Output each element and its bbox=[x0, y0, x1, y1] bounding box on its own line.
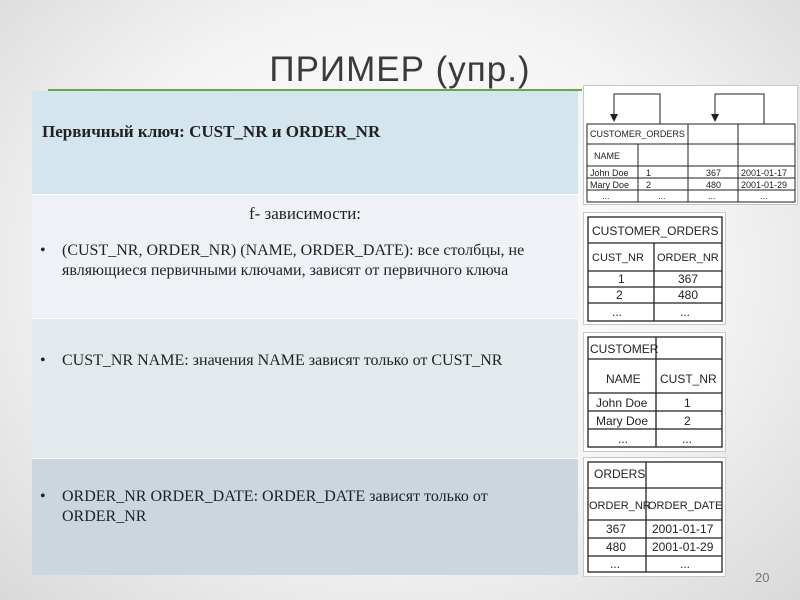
figure-customer-orders-full bbox=[583, 85, 798, 205]
table-cell: ... bbox=[618, 432, 629, 446]
table-cell: 2001-01-17 bbox=[741, 168, 788, 178]
table-title: CUSTOMER_ORDERS bbox=[592, 224, 719, 238]
table-cell: John Doe bbox=[596, 396, 648, 410]
table-header-cell: NAME bbox=[606, 372, 641, 386]
table-cell: 2 bbox=[684, 414, 691, 428]
table-cell: ... bbox=[680, 305, 691, 319]
table-cell: ... bbox=[680, 557, 691, 571]
primary-key-text: Первичный ключ: CUST_NR и ORDER_NR bbox=[42, 122, 381, 141]
table-cell: ... bbox=[610, 557, 621, 571]
table-header-cell: CUST_NR bbox=[592, 252, 644, 264]
table-cell: ... bbox=[602, 191, 610, 201]
table-cell: Mary Doe bbox=[590, 180, 630, 190]
table-cell: 1 bbox=[618, 272, 625, 286]
bullet-marker: • bbox=[40, 352, 46, 369]
bullet-text: ORDER_NR ORDER_DATE: ORDER_DATE зависят только от ORDER_NR bbox=[62, 488, 488, 525]
table-cell: 1 bbox=[646, 168, 652, 178]
table-header-cell: ORDER_NR bbox=[657, 252, 719, 264]
figure-orders bbox=[583, 457, 726, 577]
content-table bbox=[32, 91, 578, 575]
table-cell: ... bbox=[658, 191, 666, 201]
table-cell: 2001-01-17 bbox=[652, 522, 714, 536]
table-cell: 367 bbox=[606, 522, 627, 536]
row-primary-key bbox=[32, 91, 578, 195]
table-cell: 367 bbox=[706, 168, 722, 178]
row-dependencies bbox=[32, 195, 578, 319]
bullet-text: CUST_NR NAME: значения NAME зависят только от CUST_NR bbox=[62, 352, 503, 369]
table-cell: ... bbox=[708, 191, 716, 201]
table-cell: 480 bbox=[678, 288, 699, 302]
bullet-text: (CUST_NR, ORDER_NR) (NAME, ORDER_DATE): все столбцы, не являющиеся первичными ключами, зависят от первичного ключа bbox=[62, 242, 525, 279]
bullet-marker: • bbox=[40, 488, 46, 505]
figure-customer bbox=[583, 332, 726, 452]
table-cell: ... bbox=[682, 432, 693, 446]
table-cell: 1 bbox=[684, 396, 691, 410]
table-title: CUSTOMER bbox=[590, 342, 659, 356]
row-order-date bbox=[32, 459, 578, 575]
table-cell: 2001-01-29 bbox=[741, 180, 788, 190]
table-cell: 480 bbox=[706, 180, 722, 190]
table-cell: 2001-01-29 bbox=[652, 540, 714, 554]
table-cell: 367 bbox=[678, 272, 699, 286]
table-title: ORDERS bbox=[594, 467, 646, 481]
table-cell: ... bbox=[612, 305, 623, 319]
table-cell: ... bbox=[760, 191, 768, 201]
dependencies-heading: f- зависимости: bbox=[248, 204, 362, 223]
table-header-cell: ORDER_NR bbox=[589, 500, 651, 512]
table-cell: John Doe bbox=[590, 168, 629, 178]
table-cell: 2 bbox=[646, 180, 652, 190]
figure-customer-orders bbox=[583, 212, 726, 325]
table-header-cell: NAME bbox=[594, 151, 621, 161]
table-header-cell: ORDER_DATE bbox=[648, 500, 723, 512]
table-cell: 480 bbox=[606, 540, 627, 554]
slide-title: ПРИМЕР (упр.) bbox=[269, 50, 531, 89]
slide-number: 20 bbox=[755, 570, 770, 585]
table-cell: 2 bbox=[616, 288, 623, 302]
table-header-cell: CUST_NR bbox=[660, 372, 717, 386]
table-cell: Mary Doe bbox=[596, 414, 649, 428]
table-title: CUSTOMER_ORDERS bbox=[590, 129, 685, 139]
bullet-marker: • bbox=[40, 242, 46, 259]
row-cust-name bbox=[32, 319, 578, 459]
